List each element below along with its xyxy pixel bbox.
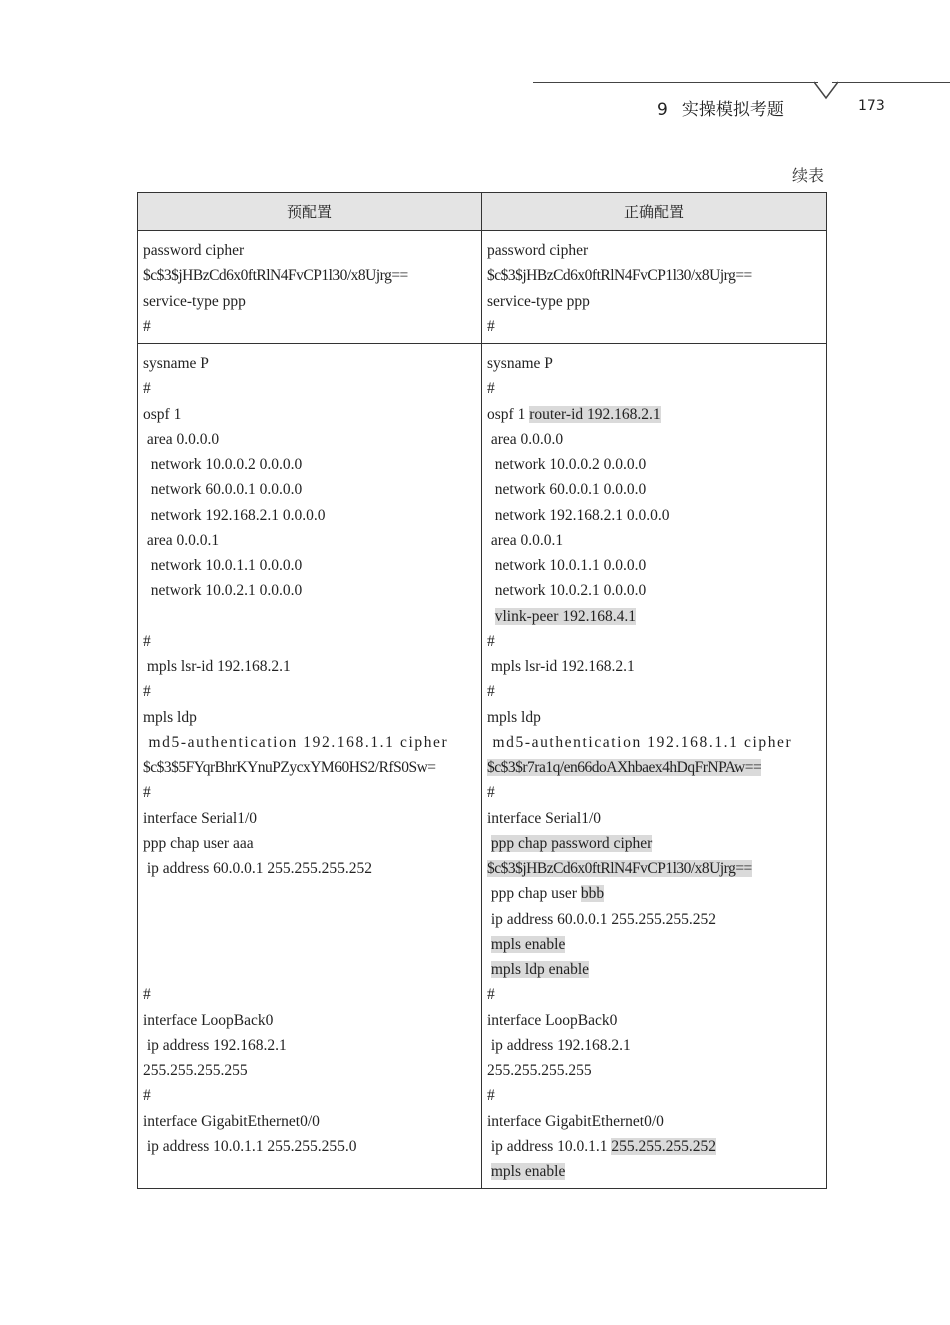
- config-line: [487, 629, 821, 654]
- continued-label: 续表: [792, 166, 825, 185]
- changed-config-highlight: ppp chap password cipher: [490, 834, 653, 852]
- config-line: [487, 1083, 821, 1108]
- config-line: #: [143, 1087, 151, 1105]
- config-line: #: [143, 317, 151, 335]
- config-text: ip address 192.168.2.1: [487, 1036, 631, 1054]
- config-line: [487, 1109, 821, 1134]
- config-line: service-type ppp: [487, 292, 590, 310]
- config-line: [143, 957, 476, 982]
- table-row: [138, 344, 827, 1189]
- config-line: [487, 856, 821, 881]
- table-row: [138, 231, 827, 344]
- config-text: #: [487, 986, 495, 1004]
- col-header-preconfig: 预配置: [138, 193, 482, 231]
- config-text: network 192.168.2.1 0.0.0.0: [487, 506, 670, 524]
- config-line: [487, 982, 821, 1007]
- config-line: password cipher: [143, 242, 245, 259]
- config-line: ip address 192.168.2.1: [143, 1036, 287, 1054]
- config-text: md5-authentication 192.168.1.1 cipher: [487, 733, 793, 751]
- config-line: [487, 806, 821, 831]
- config-line: [487, 578, 821, 603]
- config-line: [487, 1134, 821, 1159]
- config-line: #: [143, 784, 151, 802]
- config-text: 255.255.255.255: [487, 1062, 592, 1079]
- config-line: ppp chap user aaa: [143, 834, 254, 852]
- header-rule-right: [832, 82, 950, 83]
- config-line: mpls lsr-id 192.168.2.1: [143, 658, 291, 675]
- config-text: network 10.0.1.1 0.0.0.0: [487, 557, 647, 574]
- config-line: network 192.168.2.1 0.0.0.0: [143, 506, 326, 524]
- config-line: network 10.0.1.1 0.0.0.0: [143, 557, 303, 574]
- config-line: network 10.0.2.1 0.0.0.0: [143, 582, 303, 600]
- config-text: ppp chap user: [487, 885, 581, 903]
- config-line: ip address 10.0.1.1 255.255.255.0: [143, 1137, 357, 1155]
- config-text: interface LoopBack0: [487, 1011, 618, 1029]
- config-line: $c$3$jHBzCd6x0ftRlN4FvCP1l30/x8Ujrg==: [487, 267, 752, 285]
- config-line: [487, 705, 821, 730]
- config-line: [487, 780, 821, 805]
- config-line: ospf 1: [143, 405, 182, 423]
- config-line: md5-authentication 192.168.1.1 cipher: [143, 733, 449, 751]
- changed-config-highlight: 255.255.255.252: [611, 1137, 717, 1155]
- config-text: #: [487, 632, 495, 650]
- chapter-title: 实操模拟考题: [681, 100, 784, 120]
- config-line: area 0.0.0.1: [143, 531, 220, 549]
- preconfig-cell-user: [138, 231, 482, 344]
- config-line: area 0.0.0.0: [143, 430, 220, 448]
- config-line: [487, 1008, 821, 1033]
- config-line: [487, 907, 821, 932]
- config-line: network 60.0.0.1 0.0.0.0: [143, 481, 303, 499]
- correct-cell-router: [482, 344, 827, 1189]
- config-line: [487, 604, 821, 629]
- config-line: $c$3$jHBzCd6x0ftRlN4FvCP1l30/x8Ujrg==: [143, 267, 408, 285]
- config-text: ip address 10.0.1.1: [487, 1137, 612, 1155]
- config-text: mpls ldp: [487, 708, 541, 726]
- config-text: ip address 60.0.0.1 255.255.255.252: [487, 910, 717, 928]
- config-line: [487, 755, 821, 780]
- chapter-number: 9: [657, 100, 668, 120]
- changed-config-highlight: router-id 192.168.2.1: [529, 405, 661, 423]
- config-line: [487, 427, 821, 452]
- page-number: 173: [858, 98, 885, 114]
- config-line: [487, 932, 821, 957]
- config-text: mpls lsr-id 192.168.2.1: [487, 658, 635, 675]
- config-line: #: [143, 632, 151, 650]
- config-text: [487, 608, 495, 625]
- config-line: [487, 1159, 821, 1184]
- config-line: #: [143, 986, 151, 1004]
- config-line: [487, 730, 821, 755]
- config-line: interface LoopBack0: [143, 1011, 274, 1029]
- config-text: interface GigabitEthernet0/0: [487, 1112, 664, 1130]
- config-line: sysname P: [143, 355, 209, 372]
- config-line: [143, 907, 476, 932]
- config-line: mpls ldp: [143, 708, 197, 726]
- config-line: service-type ppp: [143, 292, 246, 310]
- config-text: network 10.0.0.2 0.0.0.0: [487, 456, 647, 473]
- config-text: #: [487, 784, 495, 802]
- preconfig-cell-router: [138, 344, 482, 1189]
- config-line: interface GigabitEthernet0/0: [143, 1112, 320, 1130]
- chapter-heading: [657, 95, 784, 120]
- config-text: ospf 1: [487, 405, 530, 423]
- config-line: [143, 932, 476, 957]
- config-text: #: [487, 683, 495, 701]
- config-line: #: [143, 380, 151, 398]
- config-line: #: [487, 317, 495, 335]
- header-rule-left: [533, 82, 818, 83]
- config-line: [487, 831, 821, 856]
- config-line: [487, 528, 821, 553]
- config-text: #: [487, 380, 495, 398]
- config-text: network 60.0.0.1 0.0.0.0: [487, 481, 647, 499]
- correct-cell-user: [482, 231, 827, 344]
- config-line: network 10.0.0.2 0.0.0.0: [143, 456, 303, 473]
- changed-config-highlight: $c$3$r7ra1q/en66doAXhbaex4hDqFrNPAw==: [487, 759, 762, 776]
- config-text: area 0.0.0.0: [487, 430, 564, 448]
- changed-config-highlight: mpls enable: [490, 1163, 566, 1180]
- config-line: [487, 477, 821, 502]
- changed-config-highlight: mpls ldp enable: [490, 961, 590, 978]
- config-line: password cipher: [487, 242, 589, 259]
- config-line: [487, 503, 821, 528]
- changed-config-highlight: bbb: [580, 885, 605, 903]
- config-line: [487, 881, 821, 906]
- table-header-row: [138, 193, 827, 231]
- config-line: $c$3$5FYqrBhrKYnuPZycxYM60HS2/RfS0Sw=: [143, 759, 436, 776]
- config-line: [487, 679, 821, 704]
- config-line: [487, 376, 821, 401]
- config-line: [487, 402, 821, 427]
- col-header-correct-config: 正确配置: [482, 193, 827, 231]
- config-comparison-table: [137, 192, 827, 1189]
- config-line: interface Serial1/0: [143, 809, 258, 827]
- config-line: [487, 351, 821, 376]
- changed-config-highlight: vlink-peer 192.168.4.1: [494, 607, 636, 625]
- changed-config-highlight: mpls enable: [490, 935, 566, 953]
- changed-config-highlight: $c$3$jHBzCd6x0ftRlN4FvCP1l30/x8Ujrg==: [487, 860, 752, 877]
- config-text: #: [487, 1087, 495, 1105]
- config-line: [143, 604, 476, 629]
- config-text: area 0.0.0.1: [487, 531, 564, 549]
- config-line: [487, 1058, 821, 1083]
- config-line: [487, 452, 821, 477]
- config-line: 255.255.255.255: [143, 1062, 248, 1079]
- config-text: network 10.0.2.1 0.0.0.0: [487, 582, 647, 600]
- config-line: #: [143, 683, 151, 701]
- config-line: [487, 553, 821, 578]
- config-line: [143, 881, 476, 906]
- config-line: [487, 1033, 821, 1058]
- config-line: [487, 654, 821, 679]
- config-line: [487, 957, 821, 982]
- config-line: ip address 60.0.0.1 255.255.255.252: [143, 860, 373, 877]
- config-text: sysname P: [487, 355, 553, 372]
- config-text: interface Serial1/0: [487, 809, 602, 827]
